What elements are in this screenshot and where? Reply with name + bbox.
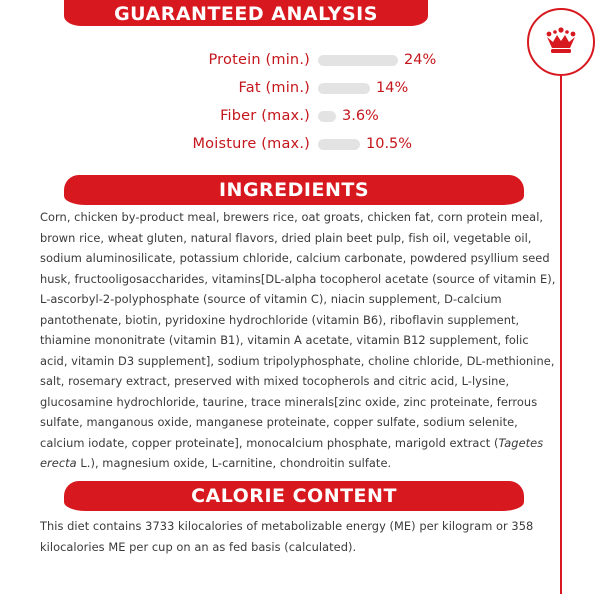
analysis-row-fiber bbox=[120, 104, 310, 128]
guaranteed-analysis-heading: GUARANTEED ANALYSIS bbox=[64, 0, 428, 26]
analysis-row-fat bbox=[120, 76, 310, 100]
analysis-value-protein: 24% bbox=[404, 52, 437, 68]
analysis-bar-protein bbox=[318, 55, 398, 66]
calorie-text: This diet contains 3733 kilocalories of metabolizable energy (ME) per kilogram or 358 kilocalories ME per cup on an as fed basis (calculated). bbox=[40, 519, 534, 554]
analysis-value-fat: 14% bbox=[376, 80, 409, 96]
analysis-bar-moisture bbox=[318, 139, 360, 150]
analysis-label: Fiber (max.) bbox=[220, 108, 310, 124]
ingredients-text-part: L.), magnesium oxide, L-carnitine, chondroitin sulfate. bbox=[76, 456, 392, 470]
analysis-row-moisture bbox=[120, 132, 310, 156]
decorative-line bbox=[560, 76, 562, 594]
analysis-row-protein bbox=[120, 48, 310, 72]
analysis-value-moisture: 10.5% bbox=[366, 136, 413, 152]
crown-icon bbox=[543, 26, 579, 56]
analysis-label: Protein (min.) bbox=[208, 52, 310, 68]
calorie-content-heading: CALORIE CONTENT bbox=[64, 481, 524, 511]
analysis-bar-fat bbox=[318, 83, 370, 94]
analysis-bar-fiber bbox=[318, 111, 336, 122]
analysis-value-fiber: 3.6% bbox=[342, 108, 379, 124]
brand-logo bbox=[527, 8, 595, 76]
ingredients-italic: Tagetes erecta bbox=[40, 435, 544, 470]
ingredients-text bbox=[40, 207, 556, 474]
ingredients-heading: INGREDIENTS bbox=[64, 175, 524, 205]
analysis-label: Moisture (max.) bbox=[192, 136, 310, 152]
ingredients-text-part: Corn, chicken by-product meal, brewers rice, oat groats, chicken fat, corn protein meal, brown rice, wheat gluten, natural flavors, dried plain beet pulp, fish oil, vegetable oil, sodium aluminosilicate, potassium chloride, calcium carbonate, powdered psyllium seed husk, fructooligosaccharides, vitamins[DL-alpha tocopherol acetate (source of vitamin E), L-ascorbyl-2-polyphosphate (source of vitamin C), niacin supplement, D-calcium pantothenate, biotin, pyridoxine hydrochloride (vitamin B6), riboflavin supplement, thiamine mononitrate (vitamin B1), vitamin A acetate, vitamin B12 supplement, folic acid, vitamin D3 supplement], sodium tripolyphosphate, choline chloride, DL-methionine, salt, rosemary extract, preserved with mixed tocopherols and citric acid, L-lysine, glucosamine hydrochloride, taurine, trace minerals[zinc oxide, zinc proteinate, ferrous sulfate, manganous oxide, manganese proteinate, copper sulfate, sodium selenite, calcium iodate, copper proteinate], monocalcium phosphate, marigold extract ( bbox=[40, 210, 556, 450]
analysis-label: Fat (min.) bbox=[238, 80, 310, 96]
